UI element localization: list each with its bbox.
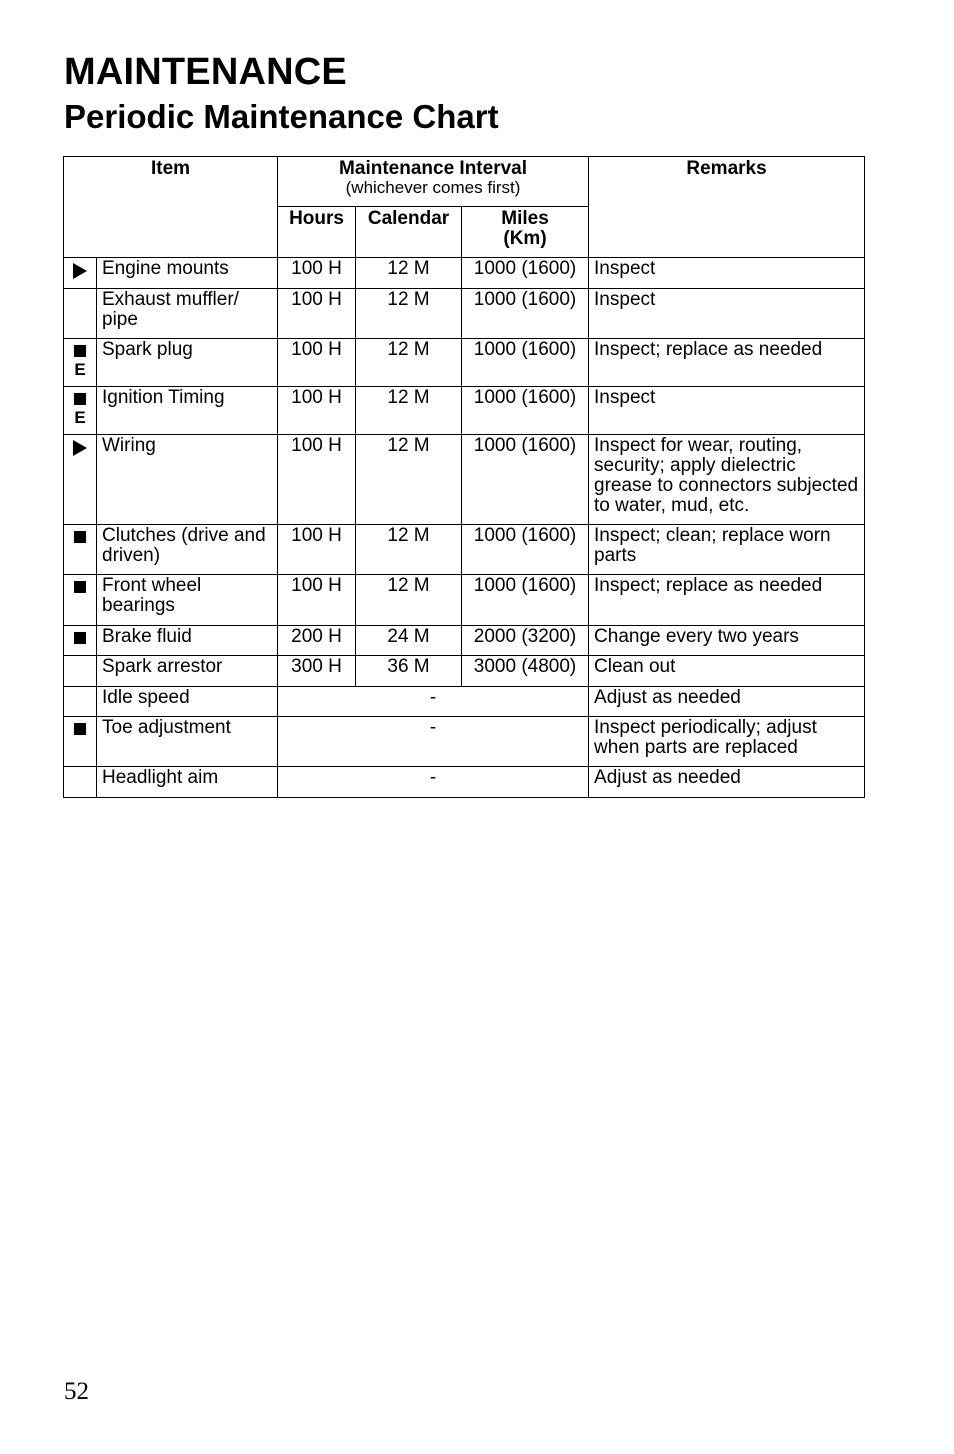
row-symbol	[64, 575, 97, 626]
row-remarks: Adjust as needed	[589, 767, 865, 798]
row-miles: 1000 (1600)	[462, 339, 589, 387]
table-row	[64, 435, 865, 525]
row-symbol	[64, 339, 97, 387]
row-calendar: 12 M	[356, 387, 462, 435]
row-symbol	[64, 289, 97, 339]
row-item: Front wheel bearings	[97, 575, 278, 626]
table-row	[64, 387, 865, 435]
row-calendar: 12 M	[356, 339, 462, 387]
header-interval-label: Maintenance Interval	[339, 158, 527, 179]
table-row	[64, 687, 865, 717]
row-symbol	[64, 258, 97, 289]
row-item: Spark plug	[97, 339, 278, 387]
row-calendar: 12 M	[356, 289, 462, 339]
row-miles: 1000 (1600)	[462, 258, 589, 289]
row-calendar: 24 M	[356, 626, 462, 656]
row-item: Wiring	[97, 435, 278, 525]
square-icon	[74, 581, 86, 593]
row-calendar: 12 M	[356, 258, 462, 289]
page-number: 52	[64, 1378, 89, 1405]
table-row	[64, 525, 865, 575]
row-remarks: Inspect; clean; replace worn parts	[589, 525, 865, 575]
row-symbol	[64, 435, 97, 525]
header-remarks: Remarks	[589, 157, 865, 258]
row-symbol	[64, 767, 97, 798]
row-hours: 100 H	[278, 258, 356, 289]
square-icon	[74, 393, 86, 405]
row-remarks: Inspect periodically; adjust when parts are replaced	[589, 717, 865, 767]
row-symbol	[64, 717, 97, 767]
row-hours: 100 H	[278, 289, 356, 339]
table-row	[64, 258, 865, 289]
row-item: Clutches (drive and driven)	[97, 525, 278, 575]
table-row	[64, 626, 865, 656]
row-miles: 1000 (1600)	[462, 435, 589, 525]
row-miles: 1000 (1600)	[462, 575, 589, 626]
header-item: Item	[64, 157, 278, 258]
row-interval: -	[278, 717, 589, 767]
row-interval: -	[278, 767, 589, 798]
row-calendar: 12 M	[356, 435, 462, 525]
row-hours: 100 H	[278, 387, 356, 435]
table-row	[64, 575, 865, 626]
row-item: Exhaust muffler/ pipe	[97, 289, 278, 339]
header-hours: Hours	[278, 207, 356, 258]
row-remarks: Inspect	[589, 289, 865, 339]
row-symbol	[64, 656, 97, 687]
row-hours: 200 H	[278, 626, 356, 656]
triangle-icon	[73, 263, 87, 279]
row-item: Spark arrestor	[97, 656, 278, 687]
row-hours: 100 H	[278, 525, 356, 575]
row-item: Ignition Timing	[97, 387, 278, 435]
square-icon	[74, 345, 86, 357]
table-row	[64, 767, 865, 798]
row-remarks: Clean out	[589, 656, 865, 687]
row-symbol	[64, 687, 97, 717]
header-interval-note: (whichever comes first)	[345, 178, 521, 197]
row-symbol	[64, 626, 97, 656]
header-miles: Miles (Km)	[462, 207, 589, 258]
row-symbol	[64, 525, 97, 575]
maintenance-chart-table	[63, 156, 865, 798]
row-calendar: 12 M	[356, 575, 462, 626]
row-miles: 3000 (4800)	[462, 656, 589, 687]
row-miles: 1000 (1600)	[462, 289, 589, 339]
square-icon	[74, 723, 86, 735]
row-symbol	[64, 387, 97, 435]
row-miles: 1000 (1600)	[462, 387, 589, 435]
table-row	[64, 717, 865, 767]
row-hours: 100 H	[278, 339, 356, 387]
row-hours: 300 H	[278, 656, 356, 687]
page-title: Periodic Maintenance Chart	[64, 98, 499, 135]
triangle-icon	[73, 440, 87, 456]
row-item: Toe adjustment	[97, 717, 278, 767]
row-item: Brake fluid	[97, 626, 278, 656]
square-icon	[74, 632, 86, 644]
row-item: Engine mounts	[97, 258, 278, 289]
row-hours: 100 H	[278, 575, 356, 626]
row-calendar: 36 M	[356, 656, 462, 687]
header-interval	[278, 157, 589, 207]
row-hours: 100 H	[278, 435, 356, 525]
emission-marker: E	[74, 408, 86, 427]
row-miles: 2000 (3200)	[462, 626, 589, 656]
row-remarks: Inspect for wear, routing, security; apply dielectric grease to connectors subjected to water, mud, etc.	[589, 435, 865, 525]
row-interval: -	[278, 687, 589, 717]
row-remarks: Inspect	[589, 258, 865, 289]
table-row	[64, 339, 865, 387]
row-item: Headlight aim	[97, 767, 278, 798]
row-miles: 1000 (1600)	[462, 525, 589, 575]
row-calendar: 12 M	[356, 525, 462, 575]
table-row	[64, 656, 865, 687]
row-remarks: Inspect	[589, 387, 865, 435]
square-icon	[74, 531, 86, 543]
row-remarks: Adjust as needed	[589, 687, 865, 717]
row-remarks: Inspect; replace as needed	[589, 575, 865, 626]
header-calendar: Calendar	[356, 207, 462, 258]
section-title: MAINTENANCE	[64, 51, 347, 93]
row-remarks: Change every two years	[589, 626, 865, 656]
row-item: Idle speed	[97, 687, 278, 717]
emission-marker: E	[74, 360, 86, 379]
table-row	[64, 289, 865, 339]
row-remarks: Inspect; replace as needed	[589, 339, 865, 387]
